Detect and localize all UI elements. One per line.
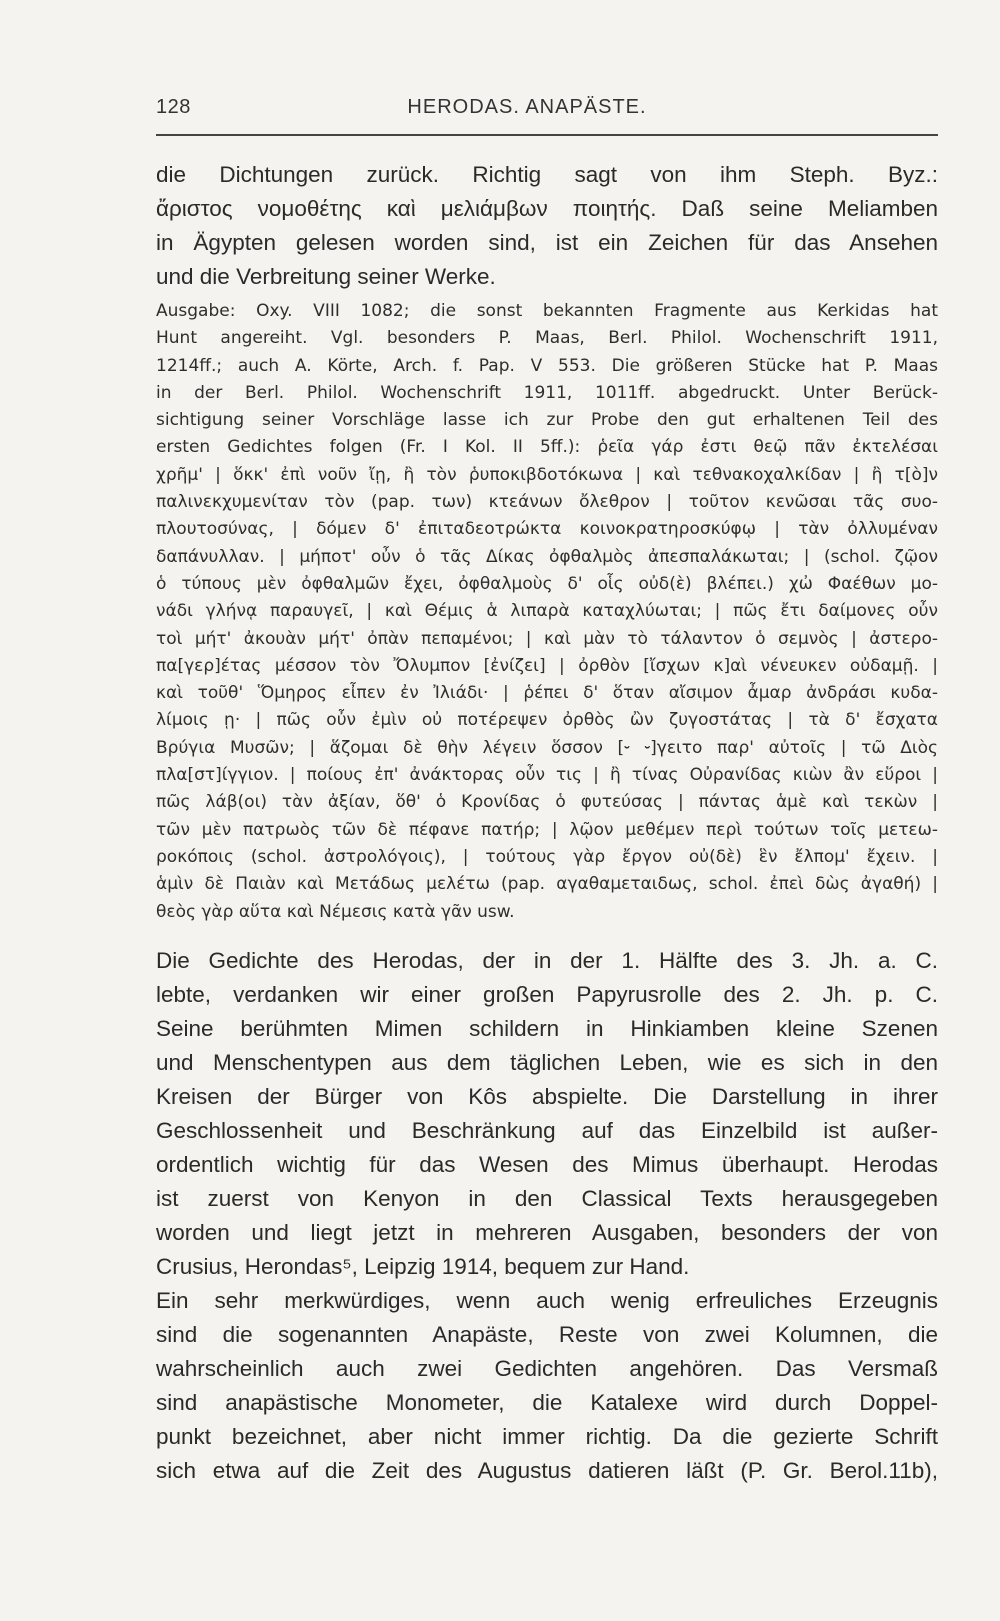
text-line: sich etwa auf die Zeit des Augustus datieren läßt (P. Gr. Berol.11b), <box>156 1457 938 1483</box>
note-line: πῶς λάβ(οι) τὰν ἀξίαν, ὅθ' ὁ Κρονίδας ὁ φυτεύσας | πάντας ἁμὲ καὶ τεκὼν | <box>156 792 938 813</box>
anapaest-paragraph <box>156 1284 938 1488</box>
running-header <box>156 96 938 126</box>
note-line: νάδι γλήνᾳ παραυγεῖ, | καὶ Θέμις ἁ λιπαρὰ καταχλύωται; | πῶς ἔτι δαίμονες οὖν <box>156 601 938 622</box>
note-line: sichtigung seiner Vorschläge lasse ich zur Probe den gut erhaltenen Teil des <box>156 410 938 431</box>
note-line: πλουτοσύνας, | δόμεν δ' ἐπιταδεοτρώκτα κοινοκρατηροσκύφῳ | τὰν ὀλλυμέναν <box>156 519 938 540</box>
note-line: τοὶ μήτ' ἀκουὰν μήτ' ὀπὰν πεπαμένοι; | καὶ μὰν τὸ τάλαντον ὁ σεμνὸς | ἀστερο- <box>156 628 938 649</box>
note-line: ἁμὶν δὲ Παιὰν καὶ Μετάδως μελέτω (pap. αγαθαμεταιδως, schol. ἐπεὶ δὼς ἀγαθή) | <box>156 874 938 895</box>
text-line: ordentlich wichtig für das Wesen des Mimus überhaupt. Herodas <box>156 1151 938 1177</box>
text-line: wahrscheinlich auch zwei Gedichten angehören. Das Versmaß <box>156 1355 938 1381</box>
text-line: Crusius, Herondas⁵, Leipzig 1914, bequem zur Hand. <box>156 1253 690 1279</box>
text-line: und Menschentypen aus dem täglichen Leben, wie es sich in den <box>156 1049 938 1075</box>
herodas-paragraph <box>156 944 938 1284</box>
note-line: παλινεκχυμενίταν τὸν (pap. των) κτεάνων ὄλεθρον | τοῦτον κενῶσαι τᾶς συο- <box>156 492 938 513</box>
header-rule <box>156 134 938 136</box>
page-number: 128 <box>156 96 191 118</box>
text-line: und die Verbreitung seiner Werke. <box>156 264 496 289</box>
edition-note <box>156 298 938 926</box>
note-line: λίμοις ῃ· | πῶς οὖν ἐμὶν οὐ ποτέρεψεν ὀρθὸς ὢν ζυγοστάτας | τὰ δ' ἔσχατα <box>156 710 938 731</box>
note-line: Hunt angereiht. Vgl. besonders P. Maas, Berl. Philol. Wochenschrift 1911, <box>156 328 938 349</box>
note-line: ersten Gedichtes folgen (Fr. I Kol. II 5ff.): ῥεῖα γάρ ἐστι θεῷ πᾶν ἐκτελέσαι <box>156 437 938 458</box>
text-line: lebte, verdanken wir einer großen Papyrusrolle des 2. Jh. p. C. <box>156 981 938 1007</box>
note-line: δαπάνυλλαν. | μήποτ' οὖν ὁ τᾶς Δίκας ὀφθαλμὸς ἀπεσπαλάκωται; | (schol. ζῷον <box>156 546 938 567</box>
note-line: καὶ τοῦθ' Ὅμηρος εἶπεν ἐν Ἰλιάδι· | ῥέπει δ' ὅταν αἴσιμον ἆμαρ ἀνδράσι κυδα- <box>156 683 938 704</box>
intro-paragraph <box>156 158 938 294</box>
text-line: Kreisen der Bürger von Kôs abspielte. Die Darstellung in ihrer <box>156 1083 938 1109</box>
note-line: ροκόποις (schol. ἀστρολόγοις), | τούτους γὰρ ἔργον οὐ(δὲ) ἓν ἔλπομ' ἔχειν. | <box>156 846 938 867</box>
note-line: in der Berl. Philol. Wochenschrift 1911, 1011ff. abgedruckt. Unter Berück- <box>156 382 938 403</box>
text-line: ist zuerst von Kenyon in den Classical Texts herausgegeben <box>156 1185 938 1211</box>
text-line: Seine berühmten Mimen schildern in Hinkiamben kleine Szenen <box>156 1015 938 1041</box>
text-line: die Dichtungen zurück. Richtig sagt von ihm Steph. Byz.: <box>156 162 938 187</box>
note-line: χρῆμ' | ὅκκ' ἐπὶ νοῦν ἴῃ, ἢ τὸν ῥυποκιβδοτόκωνα | καὶ τεθνακοχαλκίδαν | ἢ τ[ὸ]ν <box>156 464 938 485</box>
book-page <box>156 96 938 1488</box>
note-line: πλα[στ]ίγγιον. | ποίους ἐπ' ἀνάκτορας οὖν τις | ἢ τίνας Οὐρανίδας κιὼν ἂν εὕροι | <box>156 765 938 786</box>
text-line: ἄριστος νομοθέτης καὶ μελιάμβων ποιητής. Daß seine Meliamben <box>156 196 938 221</box>
text-line: punkt bezeichnet, aber nicht immer richtig. Da die gezierte Schrift <box>156 1423 938 1449</box>
note-line: 1214ff.; auch A. Körte, Arch. f. Pap. V 553. Die größeren Stücke hat P. Maas <box>156 355 938 376</box>
note-line: Ausgabe: Oxy. VIII 1082; die sonst bekannten Fragmente aus Kerkidas hat <box>156 301 938 321</box>
note-line: πα[γερ]έτας μέσσον τὸν Ὄλυμπον [ἐνίζει] | ὀρθὸν [ἴσχων κ]αὶ νένευκεν οὐδαμῇ. | <box>156 655 938 676</box>
note-line: ὁ τύπους μὲν ὀφθαλμῶν ἔχει, ὀφθαλμοὺς δ' οἷς οὐδ(ὲ) βλέπει.) χὠ Φαέθων μο- <box>156 573 938 594</box>
text-line: sind die sogenannten Anapäste, Reste von zwei Kolumnen, die <box>156 1321 938 1347</box>
note-line: Βρύγια Μυσῶν; | ἅζομαι δὲ θὴν λέγειν ὅσσον [⏑ ⏑]γειτο παρ' αὐτοῖς | τῶ Διὸς <box>156 737 938 758</box>
text-line: sind anapästische Monometer, die Katalexe wird durch Doppel- <box>156 1389 938 1415</box>
text-line: Geschlossenheit und Beschränkung auf das Einzelbild ist außer- <box>156 1117 938 1143</box>
running-title: HERODAS. ANAPÄSTE. <box>407 96 647 118</box>
text-line: in Ägypten gelesen worden sind, ist ein Zeichen für das Ansehen <box>156 230 938 255</box>
text-line: worden und liegt jetzt in mehreren Ausgaben, besonders der von <box>156 1219 938 1245</box>
text-line: Ein sehr merkwürdiges, wenn auch wenig erfreuliches Erzeugnis <box>156 1287 938 1313</box>
note-line: τῶν μὲν πατρωὸς τῶν δὲ πέφανε πατήρ; | λῷον μεθέμεν περὶ τούτων τοῖς μετεω- <box>156 819 938 840</box>
text-line: Die Gedichte des Herodas, der in der 1. Hälfte des 3. Jh. a. C. <box>156 947 938 973</box>
note-line: θεὸς γὰρ αὕτα καὶ Νέμεσις κατὰ γᾶν usw. <box>156 901 515 922</box>
